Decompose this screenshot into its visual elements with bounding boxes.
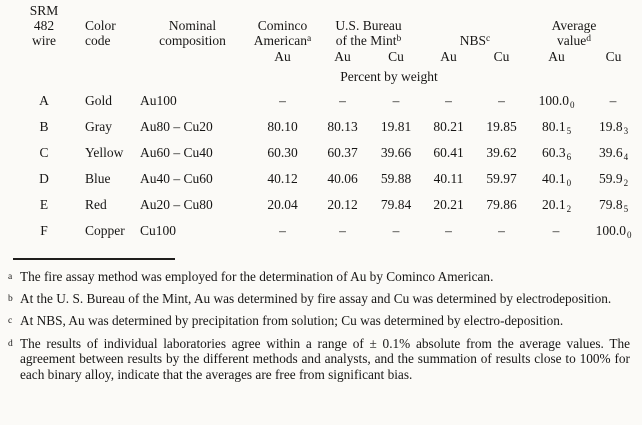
table-cell: 79.84: [380, 197, 412, 212]
table-cell: 60.41: [433, 145, 464, 160]
table-cell: Gray: [85, 119, 112, 134]
footnote-c: [8, 313, 630, 329]
table-cell: $39.6_4$: [598, 145, 629, 162]
table-cell: C: [39, 145, 49, 160]
table-cell: Red: [85, 197, 107, 212]
table-cell: $59.9_2$: [598, 171, 629, 188]
table-cell: –: [445, 223, 452, 238]
header-nominal-composition: [135, 0, 250, 48]
footnote-a: [8, 269, 630, 285]
table-cell: –: [552, 223, 560, 238]
header-line: U.S. Bureau: [335, 18, 402, 33]
table-cell: –: [445, 93, 452, 108]
subheader-au: Au: [548, 49, 565, 64]
footnote-marker: c: [8, 316, 13, 326]
subheader-au: Au: [274, 49, 291, 64]
table-cell: Gold: [85, 93, 112, 108]
table-row-f: [20, 218, 642, 244]
table-body: [20, 88, 642, 244]
header-color-code: [75, 0, 135, 48]
header-line: Nominal: [168, 18, 217, 33]
table-cell: Blue: [85, 171, 111, 186]
table-cell: $20.1_2$: [541, 197, 572, 214]
table-cell: 19.81: [380, 119, 412, 134]
footnote-marker: d: [8, 338, 13, 349]
header-line: wire: [32, 33, 56, 48]
footnote-text: At NBS, Au was determined by precipitation from solution; Cu was determined by electro-deposition.: [20, 313, 564, 328]
subheader-cu: Cu: [388, 49, 404, 64]
table-cell: $100.0_0$: [538, 93, 575, 110]
table-cell: Au100: [140, 93, 177, 108]
table-cell: 40.12: [267, 171, 298, 186]
footnotes-section: [8, 269, 630, 382]
table-row-e: [20, 192, 642, 218]
subheader-cu: Cu: [605, 49, 622, 64]
table-header: [20, 0, 642, 88]
table-cell: Au80 – Cu20: [140, 119, 213, 134]
table-cell: 80.21: [433, 119, 464, 134]
footnote-text: The results of individual laboratories agree within a range of ± 0.1% absolute from the average values. The agreement between results by the different methods and analysts, and the summation of results close to 100% for each binary alloy, indicate that the averages are free from significant bias.: [20, 335, 630, 382]
table-cell: $100.0_0$: [595, 223, 632, 240]
table-cell: –: [392, 223, 400, 238]
footnote-marker: b: [8, 293, 13, 304]
footnote-marker: a: [8, 272, 13, 282]
table-cell: Au20 – Cu80: [140, 197, 213, 212]
table-cell: 20.04: [267, 197, 298, 212]
srm-482-analysis-table: [20, 0, 642, 244]
table-cell: 59.97: [486, 171, 517, 186]
table-cell: –: [498, 223, 505, 238]
header-average-value: [528, 0, 642, 48]
table-cell: 39.62: [486, 145, 517, 160]
table-cell: 59.88: [380, 171, 412, 186]
footnote-text: The fire assay method was employed for the determination of Au by Cominco American.: [20, 269, 494, 284]
table-cell: F: [40, 223, 48, 238]
header-line: composition: [159, 33, 226, 48]
table-cell: 40.11: [433, 171, 464, 186]
table-cell: 39.66: [380, 145, 412, 160]
footnote-d: [8, 336, 630, 383]
table-cell: 19.85: [486, 119, 517, 134]
header-us-bureau-mint: [315, 0, 422, 48]
table-row-c: [20, 140, 642, 166]
table-cell: $80.1_5$: [541, 119, 572, 136]
table-cell: Au40 – Cu60: [140, 171, 213, 186]
table-cell: B: [39, 119, 49, 134]
header-line: Cominco: [257, 18, 308, 33]
table-cell: 20.12: [327, 197, 358, 212]
table-cell: E: [39, 197, 49, 212]
header-line: Color: [85, 18, 116, 33]
table-cell: 60.30: [267, 145, 298, 160]
subheader-au: Au: [334, 49, 351, 64]
table-cell: –: [279, 93, 286, 108]
footnote-ref-b: b: [396, 34, 402, 44]
header-line: value: [557, 33, 587, 48]
header-line: NBS: [459, 33, 487, 48]
footnote-ref-d: d: [586, 34, 592, 44]
table-cell: Copper: [85, 223, 125, 238]
footnote-b: [8, 291, 630, 307]
table-cell: –: [339, 223, 346, 238]
table-cell: $40.1_0$: [541, 171, 572, 188]
subheader-cu: Cu: [493, 49, 510, 64]
table-cell: –: [279, 223, 286, 238]
header-cominco-american: [250, 0, 315, 48]
table-cell: Cu100: [140, 223, 177, 238]
subheader-au: Au: [440, 49, 457, 64]
table-cell: –: [609, 93, 617, 108]
table-cell: –: [498, 93, 505, 108]
table-cell: 60.37: [327, 145, 358, 160]
table-cell: $19.8_3$: [598, 119, 629, 136]
table-cell: 40.06: [327, 171, 358, 186]
table-row-a: [20, 88, 642, 114]
header-srm-wire: [20, 0, 75, 48]
table-cell: Au60 – Cu40: [140, 145, 213, 160]
table-cell: 79.86: [486, 197, 517, 212]
header-nbs: [422, 0, 528, 48]
table-row-d: [20, 166, 642, 192]
table-cell: $79.8_5$: [598, 197, 629, 214]
table-cell: Yellow: [85, 145, 124, 160]
header-line: of the Mint: [335, 33, 397, 48]
table-cell: 20.21: [433, 197, 464, 212]
percent-by-weight-label: Percent by weight: [340, 69, 438, 84]
header-line: Average: [551, 18, 597, 33]
footnote-ref-a: a: [307, 34, 312, 44]
table-row-b: [20, 114, 642, 140]
table-cell: A: [39, 93, 49, 108]
table-cell: D: [39, 171, 49, 186]
footnote-text: At the U. S. Bureau of the Mint, Au was determined by fire assay and Cu was determined by electrodeposition.: [20, 290, 612, 306]
table-cell: –: [339, 93, 346, 108]
footnote-ref-c: c: [486, 34, 491, 44]
header-line: American: [253, 33, 307, 48]
table-cell: 80.13: [327, 119, 358, 134]
header-line: code: [85, 33, 111, 48]
table-cell: –: [392, 93, 400, 108]
table-cell: 80.10: [267, 119, 298, 134]
footnote-separator-rule: [13, 258, 175, 260]
header-line: SRM 482: [29, 3, 59, 33]
table-cell: $60.3_6$: [541, 145, 572, 162]
